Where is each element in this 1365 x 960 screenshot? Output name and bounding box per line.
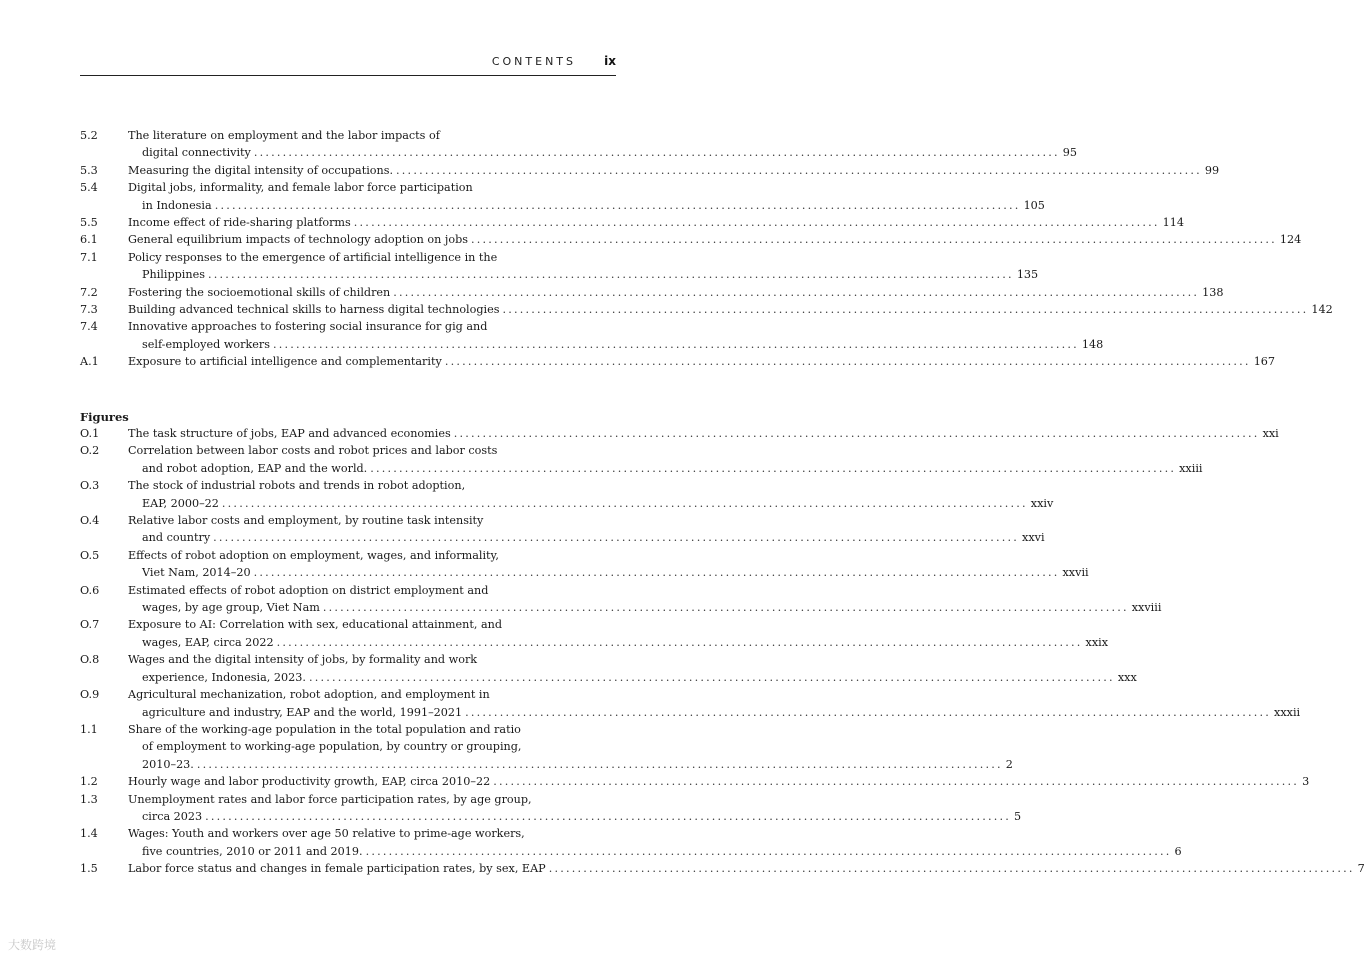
- entry-number: 1.3: [80, 792, 98, 806]
- toc-entry[interactable]: [80, 860, 1365, 877]
- toc-entry[interactable]: [80, 791, 1022, 826]
- entry-page-number: xxiii: [1179, 461, 1203, 475]
- entry-title-line: wages, by age group, Viet Nam: [142, 601, 320, 615]
- entry-title-line: self-employed workers: [142, 337, 270, 351]
- entry-number: O.9: [80, 688, 100, 702]
- entry-number: 5.5: [80, 216, 98, 230]
- dot-leader: ............................................................................................................................................: [322, 601, 1129, 615]
- entry-number: 7.4: [80, 320, 98, 334]
- entry-number: O.8: [80, 653, 100, 667]
- entry-number: 5.3: [80, 163, 98, 177]
- entry-title-line: Share of the working-age population in the total population and ratio: [128, 722, 521, 736]
- entry-page-number: 95: [1062, 146, 1077, 160]
- entry-number: 5.4: [80, 181, 98, 195]
- entry-page-number: xxvi: [1022, 531, 1045, 545]
- entry-page-number: 135: [1016, 268, 1039, 282]
- entry-page-number: 5: [1014, 809, 1022, 823]
- entry-page-number: 6: [1174, 844, 1182, 858]
- entry-page-number: 124: [1279, 233, 1302, 247]
- dot-leader: ............................................................................................................................................: [205, 809, 1012, 823]
- dot-leader: ............................................................................................................................................: [214, 198, 1021, 212]
- running-header: [80, 55, 616, 76]
- entry-page-number: 138: [1202, 285, 1224, 299]
- entry-page-number: xxi: [1262, 427, 1279, 440]
- entry-number: 1.2: [80, 775, 98, 789]
- entry-number: 6.1: [80, 233, 98, 247]
- dot-leader: ............................................................................................................................................: [493, 775, 1300, 789]
- entry-title-line: Innovative approaches to fostering social insurance for gig and: [128, 320, 488, 334]
- entry-title-line: Viet Nam, 2014–20: [142, 566, 251, 580]
- entry-page-number: 2: [1005, 757, 1013, 771]
- dot-leader: ............................................................................................................................................: [548, 862, 1355, 876]
- entry-title-line: experience, Indonesia, 2023.: [142, 670, 306, 684]
- entry-number: O.6: [80, 583, 100, 597]
- entry-number: 7.2: [80, 285, 98, 299]
- entry-title-line: digital connectivity: [142, 146, 251, 160]
- toc-entry[interactable]: [80, 686, 1301, 721]
- dot-leader: ............................................................................................................................................: [444, 355, 1251, 369]
- entry-page-number: 114: [1162, 216, 1185, 230]
- toc-entry[interactable]: [80, 214, 1185, 231]
- dot-leader: ............................................................................................................................................: [207, 268, 1014, 282]
- toc-entry[interactable]: [80, 442, 1203, 477]
- entry-title-line: Income effect of ride-sharing platforms: [128, 216, 351, 230]
- entry-number: O.2: [80, 444, 100, 458]
- entry-title-line: EAP, 2000–22: [142, 496, 219, 510]
- dot-leader: ............................................................................................................................................: [253, 566, 1060, 580]
- entry-title-line: circa 2023: [142, 809, 203, 823]
- entry-title-line: in Indonesia: [142, 198, 212, 212]
- toc-entry[interactable]: [80, 825, 1182, 860]
- dot-leader: ............................................................................................................................................: [393, 285, 1200, 299]
- dot-leader: ............................................................................................................................................: [221, 496, 1028, 510]
- entry-title-line: Policy responses to the emergence of artificial intelligence in the: [128, 250, 498, 264]
- entry-title-line: Exposure to artificial intelligence and complementarity: [128, 355, 442, 369]
- entry-title-line: and country: [142, 531, 211, 545]
- watermark-logo: 大数跨境: [8, 938, 57, 952]
- entry-number: O.3: [80, 479, 100, 493]
- toc-entry[interactable]: [80, 773, 1310, 790]
- entry-title-line: Relative labor costs and employment, by routine task intensity: [128, 514, 484, 528]
- dot-leader: ............................................................................................................................................: [353, 216, 1160, 230]
- dot-leader: ............................................................................................................................................: [253, 146, 1060, 160]
- entry-number: A.1: [80, 355, 99, 369]
- page-number: ix: [604, 54, 616, 68]
- entry-page-number: 148: [1081, 337, 1104, 351]
- boxes-list: [80, 127, 1333, 371]
- figures-heading: Figures: [80, 410, 129, 424]
- entry-title-line: Wages: Youth and workers over age 50 relative to prime-age workers,: [128, 827, 525, 841]
- entry-title-line: Digital jobs, informality, and female labor force participation: [128, 181, 473, 195]
- entry-title-line: General equilibrium impacts of technology adoption on jobs: [128, 233, 469, 247]
- entry-page-number: 7: [1357, 862, 1365, 876]
- entry-title-line: The task structure of jobs, EAP and advanced economies: [128, 427, 451, 440]
- entry-page-number: xxviii: [1131, 601, 1162, 615]
- entry-page-number: xxxii: [1274, 705, 1301, 719]
- toc-entry[interactable]: [80, 127, 1077, 162]
- entry-page-number: 3: [1302, 775, 1310, 789]
- dot-leader: ............................................................................................................................................: [453, 427, 1260, 440]
- entry-number: 1.4: [80, 827, 98, 841]
- entry-title-line: Effects of robot adoption on employment, wages, and informality,: [128, 548, 499, 562]
- dot-leader: ............................................................................................................................................: [502, 303, 1309, 317]
- toc-entry[interactable]: [80, 162, 1220, 179]
- entry-page-number: 99: [1204, 163, 1220, 177]
- toc-entry[interactable]: [80, 318, 1104, 353]
- toc-entry[interactable]: [80, 353, 1276, 370]
- entry-number: 7.1: [80, 250, 98, 264]
- entry-number: 1.1: [80, 722, 98, 736]
- dot-leader: ............................................................................................................................................: [365, 844, 1172, 858]
- entry-title-line: The stock of industrial robots and trends in robot adoption,: [128, 479, 466, 493]
- entry-number: 7.3: [80, 303, 98, 317]
- toc-entry[interactable]: [80, 179, 1045, 214]
- toc-entry[interactable]: [80, 284, 1224, 301]
- toc-entry[interactable]: [80, 616, 1109, 651]
- toc-entry[interactable]: [80, 231, 1302, 248]
- entry-title-line: Hourly wage and labor productivity growth, EAP, circa 2010–22: [128, 775, 491, 789]
- entry-title-line: Measuring the digital intensity of occupations.: [128, 163, 394, 177]
- entry-title-line: Estimated effects of robot adoption on district employment and: [128, 583, 489, 597]
- running-title: CONTENTS: [491, 55, 576, 68]
- entry-number: 5.2: [80, 129, 98, 142]
- entry-title-line: Agricultural mechanization, robot adoption, and employment in: [128, 688, 490, 702]
- toc-entry[interactable]: [80, 301, 1333, 318]
- dot-leader: ............................................................................................................................................: [370, 461, 1177, 475]
- entry-page-number: xxx: [1117, 670, 1137, 684]
- entry-page-number: 105: [1023, 198, 1045, 212]
- entry-page-number: 142: [1311, 303, 1333, 317]
- dot-leader: ............................................................................................................................................: [308, 670, 1115, 684]
- entry-title-line: 2010–23.: [142, 757, 194, 771]
- dot-leader: ............................................................................................................................................: [196, 757, 1003, 771]
- entry-title-line: Labor force status and changes in female participation rates, by sex, EAP: [128, 862, 546, 876]
- dot-leader: ............................................................................................................................................: [396, 163, 1202, 177]
- toc-entry[interactable]: [80, 512, 1045, 547]
- entry-number: O.1: [80, 427, 100, 440]
- entry-title-line: of employment to working-age population, by country or grouping,: [142, 740, 522, 754]
- toc-entry[interactable]: [80, 651, 1137, 686]
- entry-title-line: Unemployment rates and labor force participation rates, by age group,: [128, 792, 532, 806]
- dot-leader: ............................................................................................................................................: [465, 705, 1272, 719]
- entry-title-line: Correlation between labor costs and robot prices and labor costs: [128, 444, 498, 458]
- entry-title-line: The literature on employment and the labor impacts of: [128, 129, 440, 142]
- entry-title-line: agriculture and industry, EAP and the world, 1991–2021: [142, 705, 463, 719]
- dot-leader: ............................................................................................................................................: [471, 233, 1277, 247]
- toc-entry[interactable]: [80, 249, 1039, 284]
- entry-page-number: xxiv: [1030, 496, 1054, 510]
- entry-title-line: five countries, 2010 or 2011 and 2019.: [142, 844, 363, 858]
- figures-list: [80, 425, 1365, 878]
- dot-leader: ............................................................................................................................................: [276, 635, 1083, 649]
- entry-title-line: wages, EAP, circa 2022: [142, 635, 274, 649]
- toc-entry[interactable]: [80, 425, 1279, 442]
- entry-title-line: Wages and the digital intensity of jobs, by formality and work: [128, 653, 478, 667]
- toc-entry[interactable]: [80, 721, 1013, 773]
- dot-leader: ............................................................................................................................................: [272, 337, 1079, 351]
- entry-title-line: Fostering the socioemotional skills of children: [128, 285, 391, 299]
- entry-title-line: Philippines: [142, 268, 205, 282]
- entry-title-line: Building advanced technical skills to harness digital technologies: [128, 303, 500, 317]
- dot-leader: ............................................................................................................................................: [213, 531, 1020, 545]
- entry-title-line: and robot adoption, EAP and the world.: [142, 461, 368, 475]
- toc-entry[interactable]: [80, 477, 1054, 512]
- entry-number: 1.5: [80, 862, 98, 876]
- entry-page-number: xxvii: [1062, 566, 1089, 580]
- toc-entry[interactable]: [80, 582, 1162, 617]
- entry-title-line: Exposure to AI: Correlation with sex, educational attainment, and: [128, 618, 503, 632]
- entry-page-number: 167: [1253, 355, 1276, 369]
- entry-page-number: xxix: [1085, 635, 1109, 649]
- entry-number: O.4: [80, 514, 100, 528]
- entry-number: O.7: [80, 618, 100, 632]
- toc-entry[interactable]: [80, 547, 1089, 582]
- entry-number: O.5: [80, 548, 100, 562]
